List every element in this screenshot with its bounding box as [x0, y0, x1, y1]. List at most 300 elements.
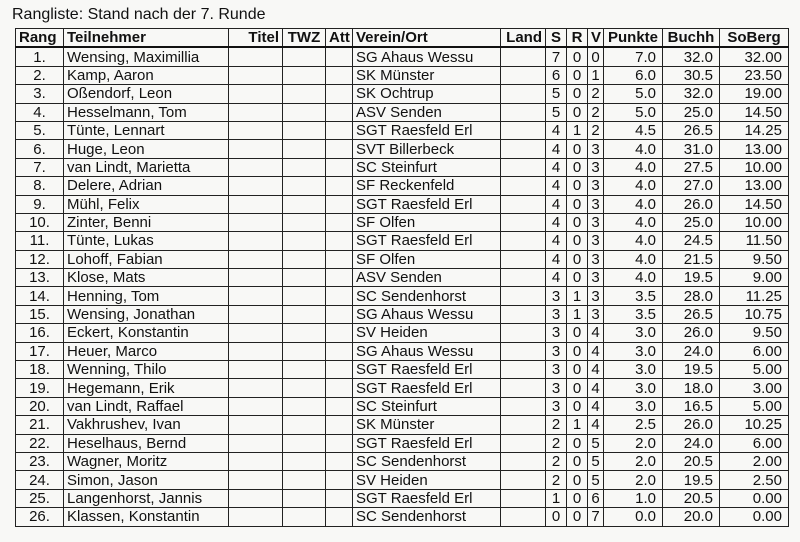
v-cell: 4	[588, 397, 604, 415]
buchh-cell: 19.5	[663, 471, 720, 489]
soberg-cell: 10.00	[720, 158, 789, 176]
punkte-cell: 2.5	[604, 416, 663, 434]
punkte-cell: 3.0	[604, 397, 663, 415]
table-row	[16, 103, 789, 121]
rank-cell: 2.	[16, 66, 64, 84]
soberg-cell: 5.00	[720, 397, 789, 415]
buchh-cell: 26.0	[663, 195, 720, 213]
buchh-cell: 26.0	[663, 324, 720, 342]
twz-cell	[283, 379, 326, 397]
rank-cell: 13.	[16, 269, 64, 287]
club-cell: SGT Raesfeld Erl	[353, 434, 501, 452]
v-cell: 2	[588, 85, 604, 103]
land-cell	[501, 232, 546, 250]
twz-cell	[283, 47, 326, 66]
r-cell: 0	[567, 471, 588, 489]
buchh-cell: 25.0	[663, 213, 720, 231]
r-cell: 0	[567, 103, 588, 121]
s-cell: 2	[546, 416, 567, 434]
v-cell: 3	[588, 177, 604, 195]
table-row	[16, 232, 789, 250]
soberg-cell: 5.00	[720, 361, 789, 379]
name-cell: Kamp, Aaron	[64, 66, 229, 84]
punkte-cell: 3.0	[604, 361, 663, 379]
header-soberg: SoBerg	[720, 29, 789, 48]
r-cell: 0	[567, 397, 588, 415]
att-cell	[326, 250, 353, 268]
twz-cell	[283, 342, 326, 360]
punkte-cell: 3.0	[604, 342, 663, 360]
r-cell: 0	[567, 250, 588, 268]
rank-cell: 25.	[16, 489, 64, 507]
r-cell: 1	[567, 121, 588, 139]
buchh-cell: 27.5	[663, 158, 720, 176]
table-row	[16, 471, 789, 489]
soberg-cell: 10.25	[720, 416, 789, 434]
table-row	[16, 379, 789, 397]
rank-cell: 16.	[16, 324, 64, 342]
land-cell	[501, 213, 546, 231]
club-cell: SVT Billerbeck	[353, 140, 501, 158]
table-row	[16, 213, 789, 231]
punkte-cell: 7.0	[604, 47, 663, 66]
name-cell: van Lindt, Marietta	[64, 158, 229, 176]
rank-cell: 11.	[16, 232, 64, 250]
land-cell	[501, 103, 546, 121]
twz-cell	[283, 121, 326, 139]
twz-cell	[283, 140, 326, 158]
v-cell: 3	[588, 287, 604, 305]
soberg-cell: 6.00	[720, 342, 789, 360]
land-cell	[501, 250, 546, 268]
land-cell	[501, 305, 546, 323]
titel-cell	[229, 232, 283, 250]
name-cell: Henning, Tom	[64, 287, 229, 305]
rank-cell: 6.	[16, 140, 64, 158]
header-land: Land	[501, 29, 546, 48]
table-row	[16, 361, 789, 379]
club-cell: SC Sendenhorst	[353, 508, 501, 526]
punkte-cell: 4.0	[604, 158, 663, 176]
v-cell: 7	[588, 508, 604, 526]
s-cell: 4	[546, 121, 567, 139]
s-cell: 4	[546, 213, 567, 231]
soberg-cell: 14.50	[720, 195, 789, 213]
soberg-cell: 2.00	[720, 452, 789, 470]
table-row	[16, 269, 789, 287]
name-cell: Wenning, Thilo	[64, 361, 229, 379]
name-cell: Wagner, Moritz	[64, 452, 229, 470]
club-cell: SC Steinfurt	[353, 397, 501, 415]
titel-cell	[229, 213, 283, 231]
titel-cell	[229, 195, 283, 213]
att-cell	[326, 342, 353, 360]
twz-cell	[283, 213, 326, 231]
v-cell: 3	[588, 232, 604, 250]
att-cell	[326, 471, 353, 489]
s-cell: 3	[546, 342, 567, 360]
s-cell: 2	[546, 452, 567, 470]
v-cell: 4	[588, 361, 604, 379]
r-cell: 1	[567, 416, 588, 434]
club-cell: SV Heiden	[353, 471, 501, 489]
twz-cell	[283, 103, 326, 121]
twz-cell	[283, 232, 326, 250]
twz-cell	[283, 361, 326, 379]
punkte-cell: 4.0	[604, 250, 663, 268]
soberg-cell: 19.00	[720, 85, 789, 103]
buchh-cell: 32.0	[663, 47, 720, 66]
name-cell: Oßendorf, Leon	[64, 85, 229, 103]
header-twz: TWZ	[283, 29, 326, 48]
v-cell: 4	[588, 416, 604, 434]
s-cell: 1	[546, 489, 567, 507]
buchh-cell: 19.5	[663, 361, 720, 379]
rank-cell: 9.	[16, 195, 64, 213]
s-cell: 5	[546, 103, 567, 121]
att-cell	[326, 121, 353, 139]
v-cell: 2	[588, 121, 604, 139]
buchh-cell: 27.0	[663, 177, 720, 195]
titel-cell	[229, 103, 283, 121]
table-row	[16, 508, 789, 526]
club-cell: SF Olfen	[353, 213, 501, 231]
att-cell	[326, 232, 353, 250]
soberg-cell: 0.00	[720, 508, 789, 526]
name-cell: Simon, Jason	[64, 471, 229, 489]
rank-cell: 23.	[16, 452, 64, 470]
header-v: V	[588, 29, 604, 48]
buchh-cell: 21.5	[663, 250, 720, 268]
titel-cell	[229, 416, 283, 434]
buchh-cell: 20.5	[663, 489, 720, 507]
table-row	[16, 416, 789, 434]
soberg-cell: 9.50	[720, 324, 789, 342]
name-cell: Wensing, Jonathan	[64, 305, 229, 323]
att-cell	[326, 103, 353, 121]
rank-cell: 22.	[16, 434, 64, 452]
club-cell: SK Münster	[353, 416, 501, 434]
titel-cell	[229, 324, 283, 342]
table-row	[16, 140, 789, 158]
club-cell: SGT Raesfeld Erl	[353, 121, 501, 139]
s-cell: 4	[546, 232, 567, 250]
land-cell	[501, 158, 546, 176]
punkte-cell: 5.0	[604, 85, 663, 103]
s-cell: 2	[546, 471, 567, 489]
club-cell: ASV Senden	[353, 103, 501, 121]
table-row	[16, 489, 789, 507]
r-cell: 0	[567, 434, 588, 452]
twz-cell	[283, 397, 326, 415]
name-cell: Eckert, Konstantin	[64, 324, 229, 342]
name-cell: Heselhaus, Bernd	[64, 434, 229, 452]
v-cell: 3	[588, 140, 604, 158]
rank-cell: 4.	[16, 103, 64, 121]
land-cell	[501, 379, 546, 397]
punkte-cell: 3.5	[604, 287, 663, 305]
r-cell: 0	[567, 158, 588, 176]
titel-cell	[229, 177, 283, 195]
name-cell: Hesselmann, Tom	[64, 103, 229, 121]
soberg-cell: 6.00	[720, 434, 789, 452]
table-row	[16, 434, 789, 452]
s-cell: 4	[546, 158, 567, 176]
soberg-cell: 11.25	[720, 287, 789, 305]
ranking-table	[15, 28, 789, 527]
club-cell: SK Ochtrup	[353, 85, 501, 103]
club-cell: SGT Raesfeld Erl	[353, 489, 501, 507]
twz-cell	[283, 250, 326, 268]
buchh-cell: 24.5	[663, 232, 720, 250]
soberg-cell: 23.50	[720, 66, 789, 84]
name-cell: Hegemann, Erik	[64, 379, 229, 397]
titel-cell	[229, 434, 283, 452]
punkte-cell: 4.0	[604, 269, 663, 287]
att-cell	[326, 66, 353, 84]
titel-cell	[229, 85, 283, 103]
punkte-cell: 4.0	[604, 140, 663, 158]
punkte-cell: 2.0	[604, 471, 663, 489]
att-cell	[326, 397, 353, 415]
header-att: Att	[326, 29, 353, 48]
rank-cell: 20.	[16, 397, 64, 415]
club-cell: ASV Senden	[353, 269, 501, 287]
rank-cell: 3.	[16, 85, 64, 103]
twz-cell	[283, 85, 326, 103]
s-cell: 3	[546, 361, 567, 379]
punkte-cell: 3.0	[604, 324, 663, 342]
club-cell: SK Münster	[353, 66, 501, 84]
name-cell: Vakhrushev, Ivan	[64, 416, 229, 434]
twz-cell	[283, 508, 326, 526]
s-cell: 3	[546, 324, 567, 342]
punkte-cell: 4.5	[604, 121, 663, 139]
soberg-cell: 13.00	[720, 140, 789, 158]
rank-cell: 15.	[16, 305, 64, 323]
r-cell: 0	[567, 85, 588, 103]
club-cell: SGT Raesfeld Erl	[353, 361, 501, 379]
rank-cell: 5.	[16, 121, 64, 139]
club-cell: SGT Raesfeld Erl	[353, 232, 501, 250]
buchh-cell: 26.0	[663, 416, 720, 434]
r-cell: 0	[567, 324, 588, 342]
punkte-cell: 4.0	[604, 195, 663, 213]
v-cell: 3	[588, 269, 604, 287]
twz-cell	[283, 305, 326, 323]
punkte-cell: 0.0	[604, 508, 663, 526]
s-cell: 4	[546, 269, 567, 287]
land-cell	[501, 47, 546, 66]
att-cell	[326, 324, 353, 342]
land-cell	[501, 471, 546, 489]
buchh-cell: 26.5	[663, 121, 720, 139]
titel-cell	[229, 287, 283, 305]
rank-cell: 24.	[16, 471, 64, 489]
land-cell	[501, 121, 546, 139]
s-cell: 3	[546, 287, 567, 305]
v-cell: 3	[588, 305, 604, 323]
s-cell: 5	[546, 85, 567, 103]
buchh-cell: 28.0	[663, 287, 720, 305]
table-row	[16, 305, 789, 323]
table-row	[16, 287, 789, 305]
titel-cell	[229, 158, 283, 176]
r-cell: 0	[567, 140, 588, 158]
soberg-cell: 13.00	[720, 177, 789, 195]
punkte-cell: 2.0	[604, 452, 663, 470]
land-cell	[501, 508, 546, 526]
buchh-cell: 20.5	[663, 452, 720, 470]
land-cell	[501, 269, 546, 287]
rank-cell: 12.	[16, 250, 64, 268]
twz-cell	[283, 471, 326, 489]
rank-cell: 14.	[16, 287, 64, 305]
r-cell: 0	[567, 177, 588, 195]
v-cell: 2	[588, 103, 604, 121]
v-cell: 5	[588, 434, 604, 452]
titel-cell	[229, 305, 283, 323]
r-cell: 0	[567, 489, 588, 507]
header-verein: Verein/Ort	[353, 29, 501, 48]
r-cell: 0	[567, 47, 588, 66]
club-cell: SG Ahaus Wessu	[353, 47, 501, 66]
rank-cell: 10.	[16, 213, 64, 231]
punkte-cell: 3.5	[604, 305, 663, 323]
titel-cell	[229, 47, 283, 66]
att-cell	[326, 416, 353, 434]
soberg-cell: 10.75	[720, 305, 789, 323]
soberg-cell: 10.00	[720, 213, 789, 231]
club-cell: SV Heiden	[353, 324, 501, 342]
s-cell: 2	[546, 434, 567, 452]
page-title: Rangliste: Stand nach der 7. Runde	[12, 6, 266, 23]
s-cell: 3	[546, 305, 567, 323]
r-cell: 0	[567, 269, 588, 287]
titel-cell	[229, 66, 283, 84]
s-cell: 6	[546, 66, 567, 84]
rank-cell: 18.	[16, 361, 64, 379]
v-cell: 5	[588, 452, 604, 470]
punkte-cell: 4.0	[604, 213, 663, 231]
r-cell: 0	[567, 213, 588, 231]
buchh-cell: 16.5	[663, 397, 720, 415]
s-cell: 4	[546, 195, 567, 213]
r-cell: 0	[567, 508, 588, 526]
soberg-cell: 14.25	[720, 121, 789, 139]
twz-cell	[283, 434, 326, 452]
table-header-row	[16, 29, 789, 48]
twz-cell	[283, 416, 326, 434]
punkte-cell: 3.0	[604, 379, 663, 397]
titel-cell	[229, 342, 283, 360]
titel-cell	[229, 250, 283, 268]
s-cell: 4	[546, 250, 567, 268]
table-row	[16, 85, 789, 103]
name-cell: Mühl, Felix	[64, 195, 229, 213]
club-cell: SGT Raesfeld Erl	[353, 195, 501, 213]
name-cell: Tünte, Lukas	[64, 232, 229, 250]
buchh-cell: 19.5	[663, 269, 720, 287]
s-cell: 3	[546, 379, 567, 397]
att-cell	[326, 489, 353, 507]
club-cell: SGT Raesfeld Erl	[353, 379, 501, 397]
att-cell	[326, 269, 353, 287]
twz-cell	[283, 269, 326, 287]
land-cell	[501, 85, 546, 103]
att-cell	[326, 508, 353, 526]
s-cell: 4	[546, 140, 567, 158]
land-cell	[501, 434, 546, 452]
header-buchh: Buchh	[663, 29, 720, 48]
land-cell	[501, 397, 546, 415]
att-cell	[326, 452, 353, 470]
s-cell: 7	[546, 47, 567, 66]
v-cell: 1	[588, 66, 604, 84]
rank-cell: 21.	[16, 416, 64, 434]
punkte-cell: 1.0	[604, 489, 663, 507]
land-cell	[501, 489, 546, 507]
buchh-cell: 30.5	[663, 66, 720, 84]
att-cell	[326, 305, 353, 323]
buchh-cell: 20.0	[663, 508, 720, 526]
name-cell: Heuer, Marco	[64, 342, 229, 360]
name-cell: Tünte, Lennart	[64, 121, 229, 139]
buchh-cell: 25.0	[663, 103, 720, 121]
v-cell: 6	[588, 489, 604, 507]
r-cell: 0	[567, 66, 588, 84]
rank-cell: 1.	[16, 47, 64, 66]
r-cell: 1	[567, 287, 588, 305]
header-titel: Titel	[229, 29, 283, 48]
titel-cell	[229, 361, 283, 379]
att-cell	[326, 287, 353, 305]
s-cell: 4	[546, 177, 567, 195]
name-cell: Zinter, Benni	[64, 213, 229, 231]
soberg-cell: 3.00	[720, 379, 789, 397]
land-cell	[501, 324, 546, 342]
header-s: S	[546, 29, 567, 48]
titel-cell	[229, 471, 283, 489]
buchh-cell: 32.0	[663, 85, 720, 103]
header-punkte: Punkte	[604, 29, 663, 48]
club-cell: SC Steinfurt	[353, 158, 501, 176]
table-row	[16, 452, 789, 470]
table-row	[16, 121, 789, 139]
soberg-cell: 2.50	[720, 471, 789, 489]
table-row	[16, 177, 789, 195]
punkte-cell: 5.0	[604, 103, 663, 121]
titel-cell	[229, 397, 283, 415]
twz-cell	[283, 489, 326, 507]
soberg-cell: 0.00	[720, 489, 789, 507]
v-cell: 0	[588, 47, 604, 66]
att-cell	[326, 361, 353, 379]
v-cell: 4	[588, 324, 604, 342]
name-cell: Huge, Leon	[64, 140, 229, 158]
club-cell: SC Sendenhorst	[353, 452, 501, 470]
club-cell: SC Sendenhorst	[353, 287, 501, 305]
name-cell: Klassen, Konstantin	[64, 508, 229, 526]
att-cell	[326, 379, 353, 397]
buchh-cell: 24.0	[663, 434, 720, 452]
v-cell: 3	[588, 213, 604, 231]
club-cell: SF Olfen	[353, 250, 501, 268]
att-cell	[326, 195, 353, 213]
twz-cell	[283, 195, 326, 213]
v-cell: 3	[588, 158, 604, 176]
table-row	[16, 324, 789, 342]
